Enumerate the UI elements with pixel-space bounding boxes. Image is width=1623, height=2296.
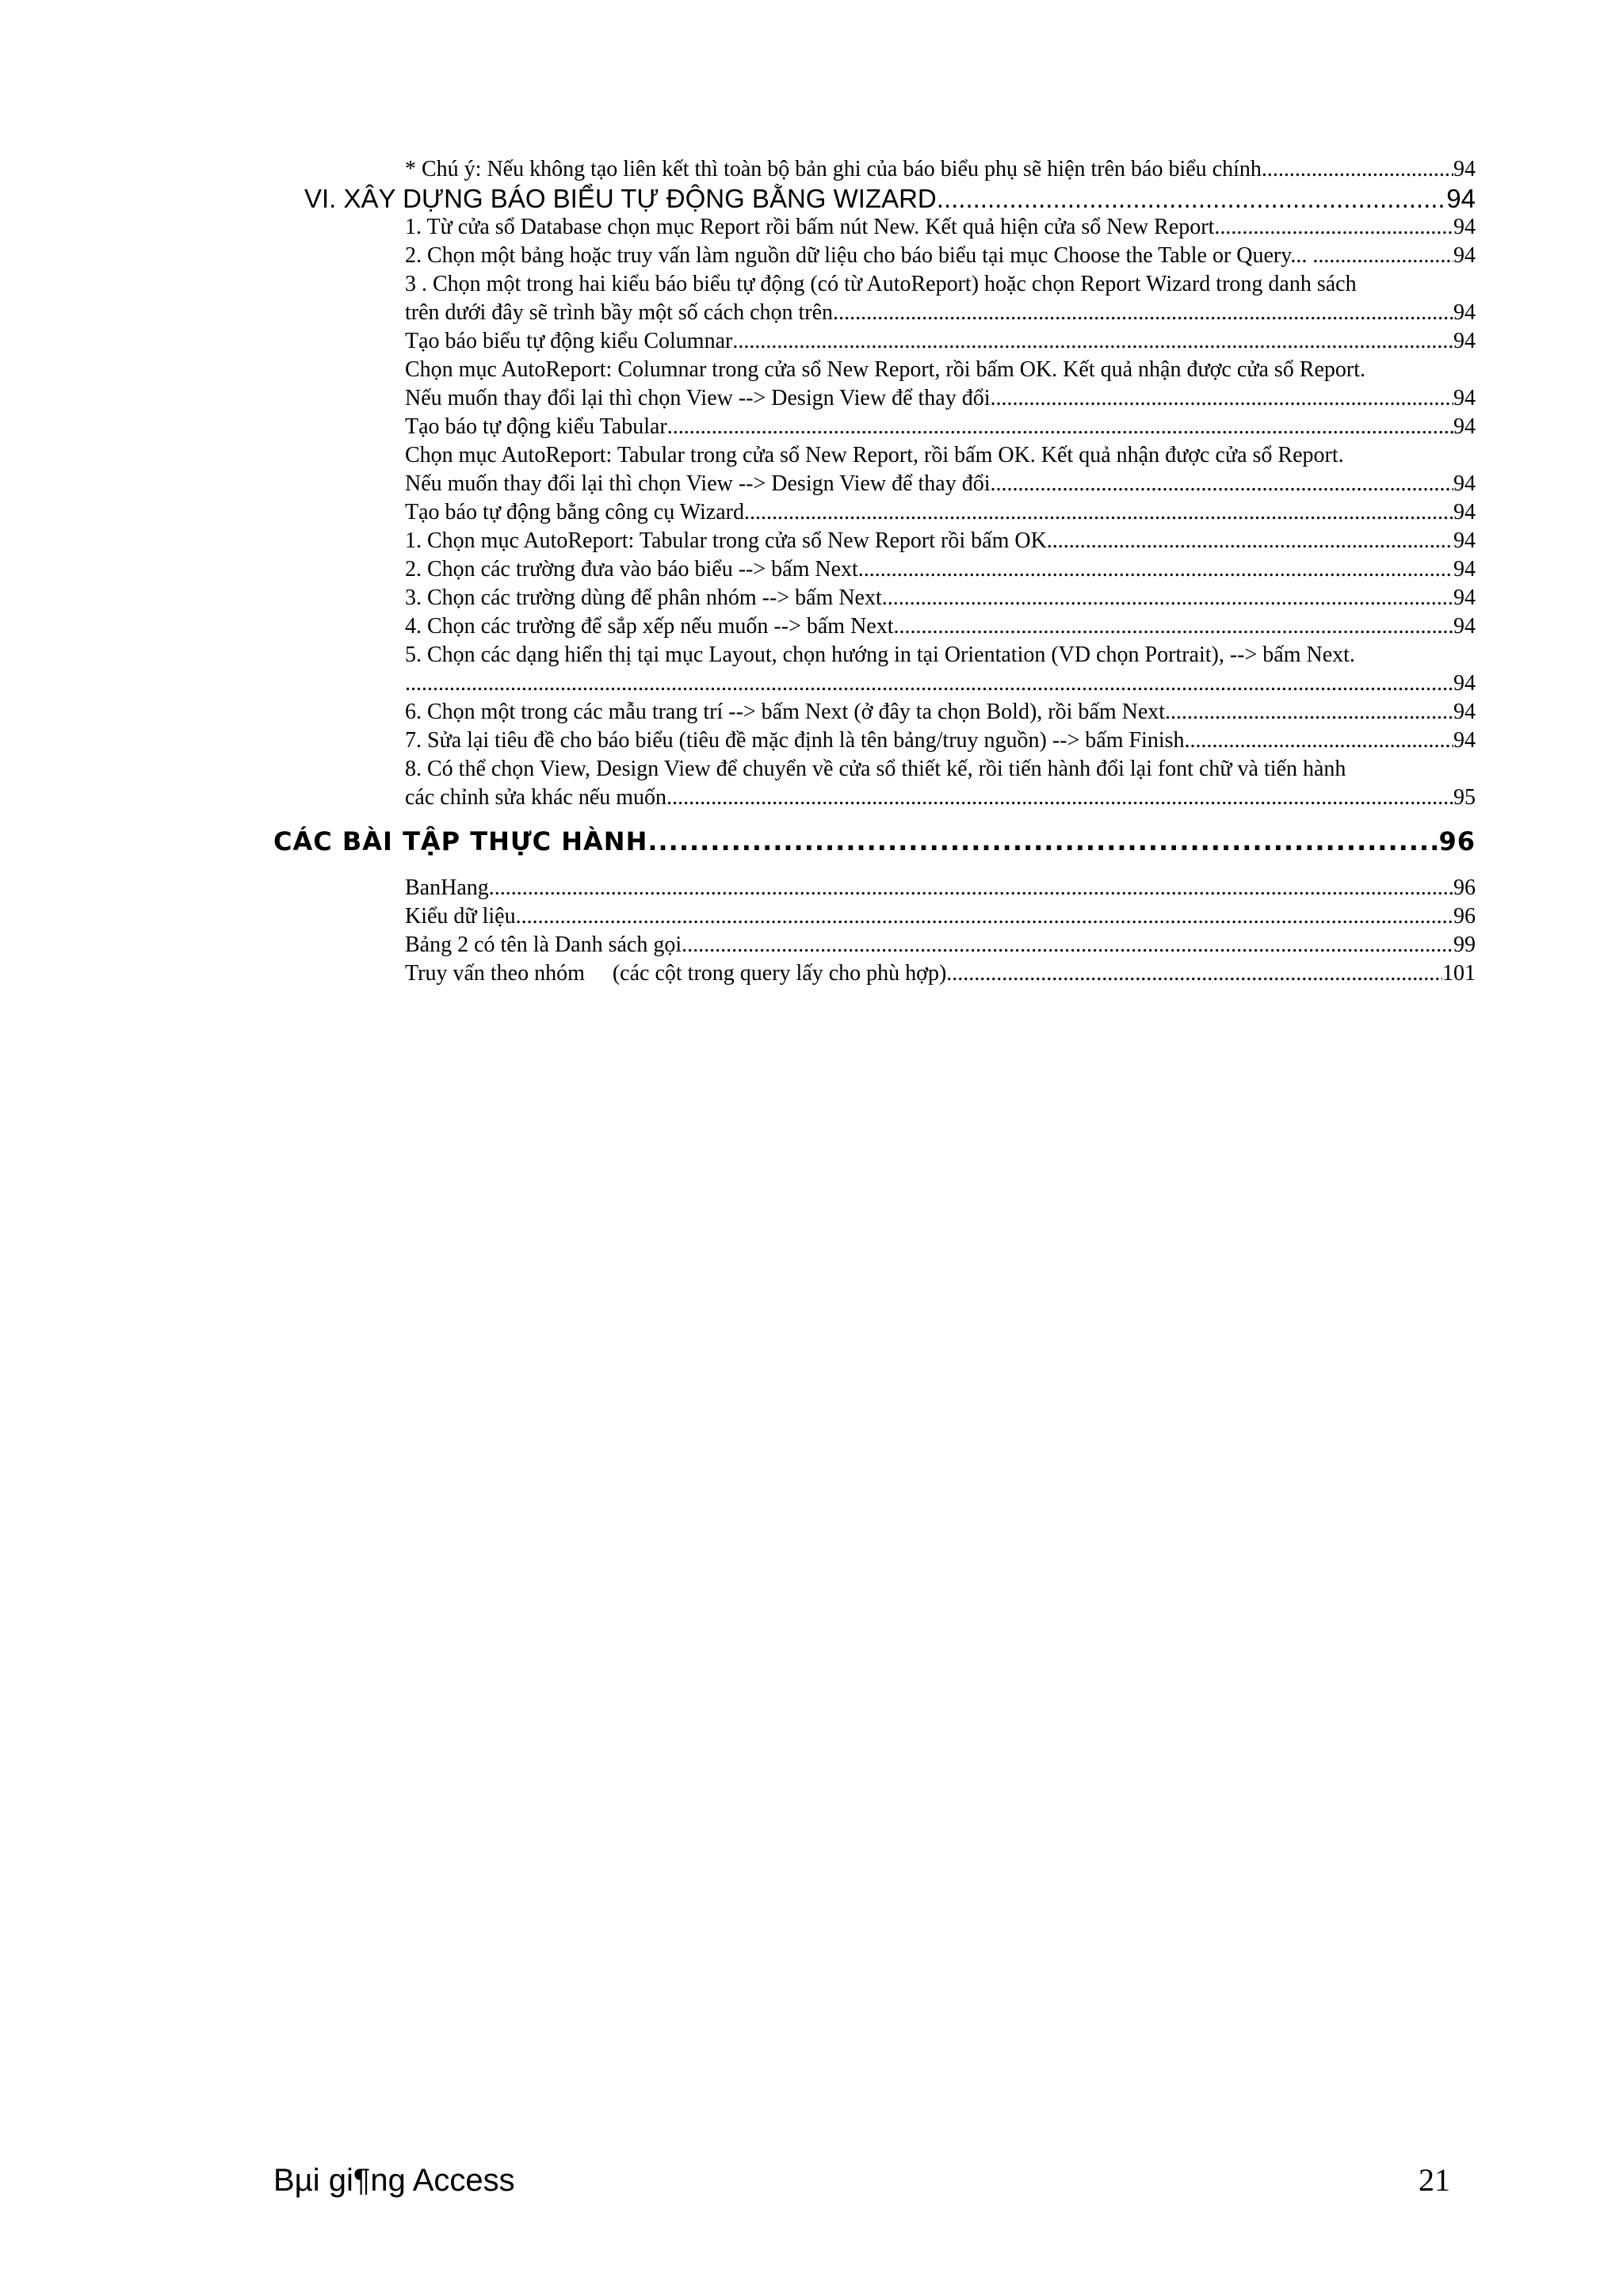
leader-dots — [666, 784, 1453, 812]
toc-entry[interactable]: Bảng 2 có tên là Danh sách gọi ..... 99 — [405, 931, 1476, 959]
toc-entry[interactable]: 3. Chọn các trường dùng để phân nhóm --> bấm Next ..... 94 — [405, 584, 1476, 612]
toc-entry[interactable]: Nếu muốn thay đổi lại thì chọn View --> Design View để thay đổi ..... 94 — [405, 470, 1476, 498]
leader-dots — [667, 413, 1453, 441]
leader-dots — [991, 470, 1454, 498]
leader-dots — [1165, 698, 1453, 727]
toc-entry[interactable]: 4. Chọn các trường để sắp xếp nếu muốn --> bấm Next ..... 94 — [405, 612, 1476, 641]
toc-entry[interactable]: 2. Chọn một bảng hoặc truy vấn làm nguồn dữ liệu cho báo biểu tại mục Choose the Table or Query... .. ..... 94 — [405, 242, 1476, 270]
toc-entry[interactable]: các chỉnh sửa khác nếu muốn ..... 95 — [405, 784, 1476, 812]
leader-dots — [1047, 527, 1453, 555]
toc-entry[interactable]: Tạo báo tự động bằng công cụ Wizard ..... 94 — [405, 498, 1476, 527]
leader-dots — [516, 902, 1453, 931]
leader-dots — [489, 874, 1453, 902]
toc-entry[interactable]: ..... 94 — [405, 669, 1476, 698]
leader-dots — [991, 384, 1454, 413]
leader-dots — [882, 584, 1453, 612]
toc-entry[interactable]: BanHang ..... 96 — [405, 874, 1476, 902]
toc-entry[interactable]: Kiểu dữ liệu ..... 96 — [405, 902, 1476, 931]
toc-chapter-heading[interactable]: CÁC BÀI TẬP THỰC HÀNH ..... 96 — [273, 824, 1476, 859]
toc-entry[interactable]: trên dưới đây sẽ trình bầy một số cách chọn trên. ..... 94 — [405, 299, 1476, 327]
leader-dots — [1323, 242, 1453, 270]
footer-page-number: 21 — [1419, 2162, 1450, 2198]
toc-entry-line[interactable]: 8. Có thể chọn View, Design View để chuyển về cửa sổ thiết kế, rồi tiến hành đổi lại font chữ và tiến hành — [405, 757, 1346, 781]
toc-entry-line[interactable]: Chọn mục AutoReport: Columnar trong cửa sổ New Report, rồi bấm OK. Kết quả nhận được cửa sổ Report. — [405, 357, 1365, 382]
footer-title: Bµi gi¶ng Access — [273, 2163, 515, 2198]
toc-entry[interactable]: Tạo báo tự động kiểu Tabular ..... 94 — [405, 413, 1476, 441]
leader-dots — [894, 612, 1453, 641]
leader-dots — [937, 182, 1447, 215]
leader-dots — [1267, 155, 1453, 184]
leader-dots — [732, 327, 1453, 356]
leader-dots — [647, 824, 1438, 859]
toc-entry[interactable]: 1. Từ cửa sổ Database chọn mục Report rồi bấm nút New. Kết quả hiện cửa sổ New Report ..... 94 — [405, 213, 1476, 242]
toc-entry[interactable]: 2. Chọn các trường đưa vào báo biểu --> bấm Next ..... 94 — [405, 555, 1476, 584]
leader-dots — [1190, 727, 1453, 755]
leader-dots — [838, 299, 1453, 327]
toc-section-heading[interactable]: VI. XÂY DỰNG BÁO BIỂU TỰ ĐỘNG BẰNG WIZARD ..... 94 — [304, 182, 1476, 215]
toc-entry-line[interactable]: Chọn mục AutoReport: Tabular trong cửa sổ New Report, rồi bấm OK. Kết quả nhận được cửa sổ Report. — [405, 443, 1344, 467]
leader-dots — [858, 555, 1453, 584]
toc-entry[interactable]: Tạo báo biểu tự động kiểu Columnar ..... 94 — [405, 327, 1476, 356]
toc-entry-line[interactable]: 5. Chọn các dạng hiển thị tại mục Layout, chọn hướng in tại Orientation (VD chọn Portrait), --> bấm Next. — [405, 643, 1355, 667]
toc-entry[interactable]: * Chú ý: Nếu không tạo liên kết thì toàn bộ bản ghi của báo biểu phụ sẽ hiện trên báo biểu chính. ..... 94 — [405, 155, 1476, 184]
toc-entry[interactable]: 1. Chọn mục AutoReport: Tabular trong cửa sổ New Report rồi bấm OK ..... 94 — [405, 527, 1476, 555]
leader-dots — [405, 669, 1453, 698]
toc-entry[interactable]: 6. Chọn một trong các mẫu trang trí --> bấm Next (ở đây ta chọn Bold), rồi bấm Next ..... 94 — [405, 698, 1476, 727]
toc-entry[interactable]: Nếu muốn thay đổi lại thì chọn View --> Design View để thay đổi ..... 94 — [405, 384, 1476, 413]
leader-dots — [744, 498, 1453, 527]
toc-entry[interactable]: Truy vấn theo nhóm (các cột trong query lấy cho phù hợp) ..... 101 — [405, 959, 1476, 988]
leader-dots — [682, 931, 1453, 959]
toc-entry[interactable]: 7. Sửa lại tiêu đề cho báo biểu (tiêu đề mặc định là tên bảng/truy nguồn) --> bấm Finish. ..... 94 — [405, 727, 1476, 755]
leader-dots — [946, 959, 1442, 988]
toc-entry-line[interactable]: 3 . Chọn một trong hai kiểu báo biểu tự động (có từ AutoReport) hoặc chọn Report Wizard trong danh sách — [405, 272, 1357, 296]
leader-dots — [1214, 213, 1453, 242]
